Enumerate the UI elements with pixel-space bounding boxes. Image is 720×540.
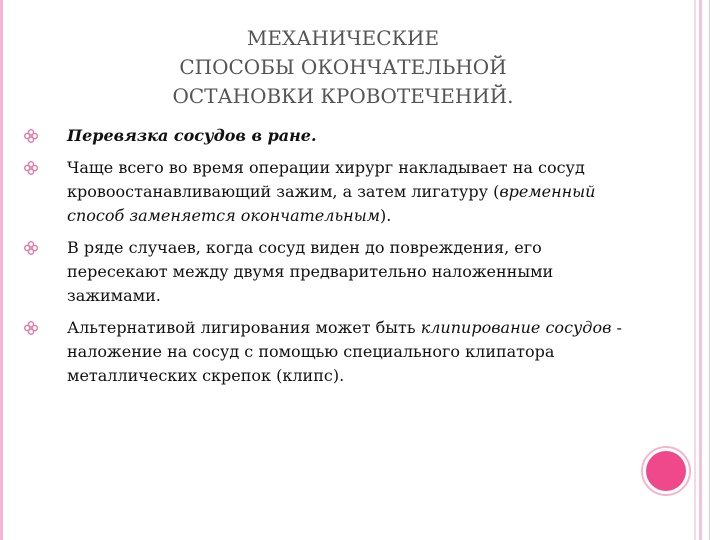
bullet-list [23,124,643,396]
bullet-text: ). [379,206,392,225]
decorative-stripe [694,0,696,540]
bullet-heading: Перевязка сосудов в ране. [67,126,317,145]
flower-bullet-icon [23,128,39,144]
bullet-text: Чаще всего во время операции хирург накладывает на сосуд кровоостанавливающий зажим, а затем лигатуру ( [67,158,585,201]
list-item [23,236,643,308]
bullet-italic-text: временный способ заменяется окончательным [67,182,596,225]
title-line: СПОСОБЫ ОКОНЧАТЕЛЬНОЙ [179,55,507,79]
flower-bullet-icon [23,240,39,256]
flower-bullet-icon [23,160,39,176]
list-item [23,156,643,228]
list-item [23,316,643,388]
bullet-text: В ряде случаев, когда сосуд виден до повреждения, его пересекают между двумя предварительно наложенными зажимами. [67,238,554,305]
list-item [23,124,643,148]
decorative-stripe [709,0,710,540]
bullet-text: Альтернативой лигирования может быть [67,318,421,337]
title-line: МЕХАНИЧЕСКИЕ [246,26,440,50]
pink-circle [646,451,686,491]
slide-title [63,24,623,111]
bullet-italic-text: клипирование сосудов [420,318,612,337]
flower-bullet-icon [23,320,39,336]
title-line: ОСТАНОВКИ КРОВОТЕЧЕНИЙ. [172,84,514,108]
decorative-stripe [699,0,702,540]
bullet-text: - наложение на сосуд с помощью специального клипатора металлических скрепок (клипс). [67,318,622,385]
